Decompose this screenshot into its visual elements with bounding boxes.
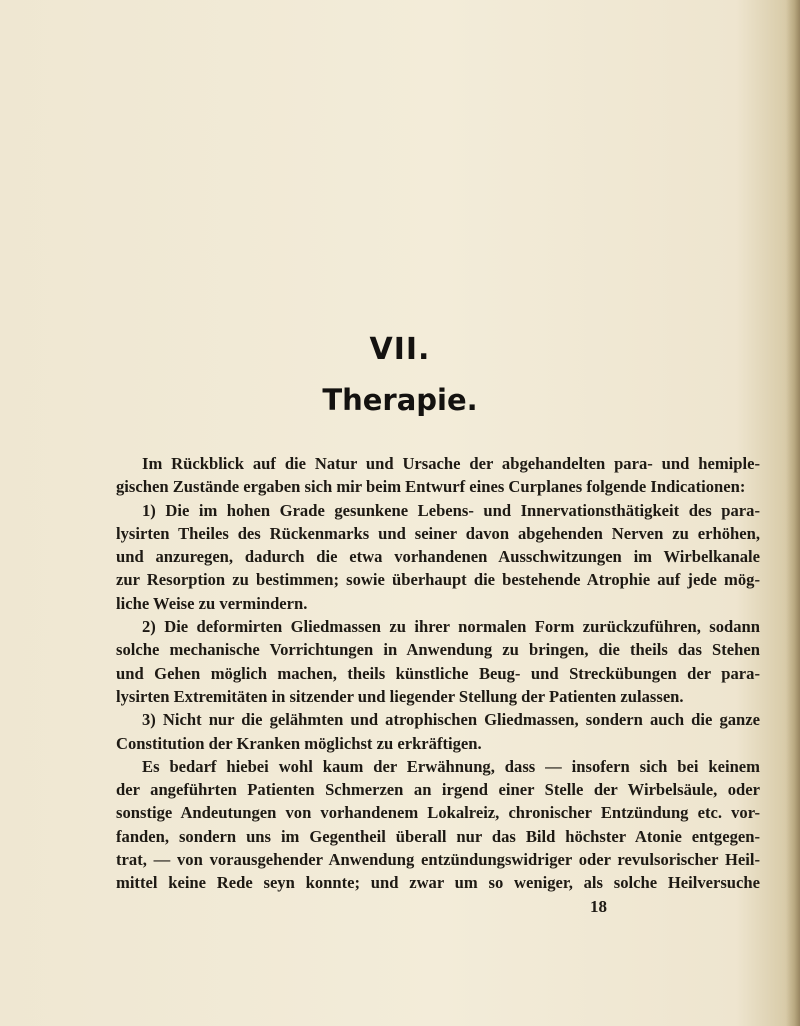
text-line: lysirten Theiles des Rückenmarks und seiner davon abgehenden Nerven zu erhöhen, xyxy=(116,523,760,543)
text-line: Es bedarf hiebei wohl kaum der Erwähnung, dass — insofern sich bei keinem xyxy=(142,756,760,776)
text-line: lysirten Extremitäten in sitzender und liegender Stellung der Patienten zulassen. xyxy=(116,686,684,706)
text-line: liche Weise zu vermindern. xyxy=(116,593,308,613)
text-line: mittel keine Rede seyn konnte; und zwar um so weniger, als solche Heilversuche xyxy=(116,873,760,893)
chapter-title: Therapie. xyxy=(322,383,478,417)
text-line: fanden, sondern uns im Gegentheil überall nur das Bild höchster Atonie entgegen- xyxy=(116,826,760,846)
text-line: Im Rückblick auf die Natur und Ursache der abgehandelten para- und hemiple- xyxy=(142,454,760,473)
text-line: trat, — von vorausgehender Anwendung entzündungswidriger oder revulsorischer Heil- xyxy=(116,850,760,870)
text-line: 2) Die deformirten Gliedmassen zu ihrer normalen Form zurückzuführen, sodann xyxy=(142,617,760,637)
text-line: und Gehen möglich machen, theils künstliche Beug- und Streckübungen der para- xyxy=(116,663,760,683)
text-line: sonstige Andeutungen von vorhandenem Lokalreiz, chronischer Entzündung etc. vor- xyxy=(116,803,760,823)
text-line: gischen Zustände ergaben sich mir beim Entwurf eines Curplanes folgende Indicationen: xyxy=(116,477,746,497)
chapter-number: VII. xyxy=(369,332,431,367)
text-line: Constitution der Kranken möglichst zu erkräftigen. xyxy=(116,733,482,753)
text-line: zur Resorption zu bestimmen; sowie überhaupt die bestehende Atrophie auf jede mög- xyxy=(116,570,760,590)
text-line: 1) Die im hohen Grade gesunkene Lebens- und Innervationsthätigkeit des para- xyxy=(142,500,760,520)
page-edge-shadow xyxy=(786,0,800,1026)
page-number: 18 xyxy=(590,897,607,916)
text-line: der angeführten Patienten Schmerzen an irgend einer Stelle der Wirbelsäule, oder xyxy=(116,780,760,800)
body-text xyxy=(116,452,760,895)
text-line: solche mechanische Vorrichtungen in Anwendung zu bringen, die theils das Stehen xyxy=(116,640,760,660)
text-line: 3) Nicht nur die gelähmten und atrophischen Gliedmassen, sondern auch die ganze xyxy=(142,710,760,730)
text-line: und anzuregen, dadurch die etwa vorhandenen Ausschwitzungen im Wirbelkanale xyxy=(116,547,760,567)
